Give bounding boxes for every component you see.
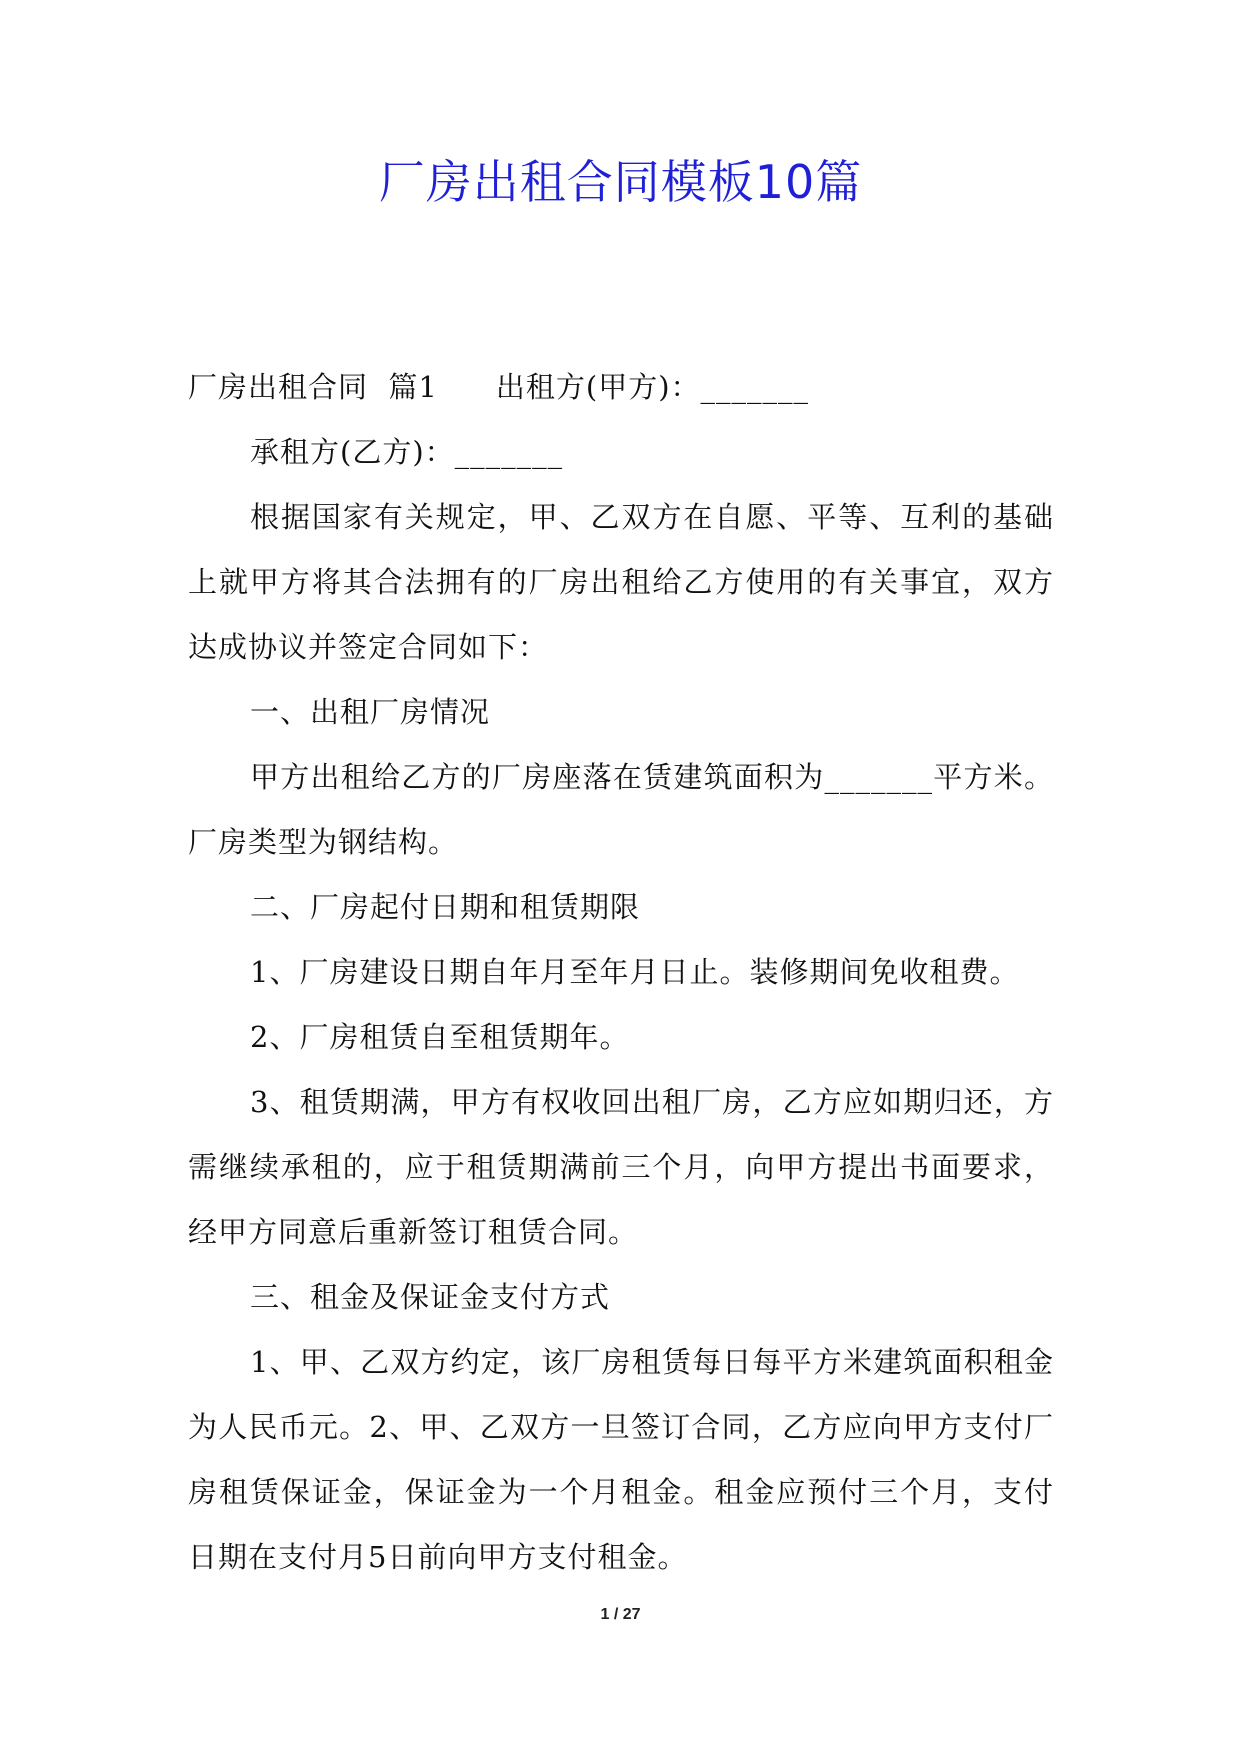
page-number: 1 / 27 [600,1606,641,1623]
paragraph-rent: 1、甲、乙双方约定，该厂房租赁每日每平方米建筑面积租金为人民币元。2、甲、乙双方一旦签订合同，乙方应向甲方支付厂房租赁保证金，保证金为一个月租金。租金应预付三个月，支付日期在支付月5日前向甲方支付租金。 [188,1345,1054,1574]
paragraph-premises: 甲方出租给乙方的厂房座落在赁建筑面积为_______平方米。厂房类型为钢结构。 [188,760,1054,859]
section-heading-2: 二、厂房起付日期和租赁期限 [250,890,641,924]
section-heading-3: 三、租金及保证金支付方式 [250,1280,611,1314]
paragraph-term-1: 1、厂房建设日期自年月至年月日止。装修期间免收租费。 [250,955,1020,989]
paragraph-term-2: 2、厂房租赁自至租赁期年。 [250,1020,630,1054]
lessee-field: 承租方(乙方)：_______ [250,435,564,469]
lessor-field: 出租方(甲方)：_______ [495,370,810,404]
contract-heading-line [188,355,1054,420]
document-body [188,355,1054,1590]
section-heading-1: 一、出租厂房情况 [250,695,491,729]
paragraph-intro: 根据国家有关规定，甲、乙双方在自愿、平等、互利的基础上就甲方将其合法拥有的厂房出租给乙方使用的有关事宜，双方达成协议并签定合同如下： [188,500,1054,664]
contract-heading: 厂房出租合同 篇1 [188,370,438,404]
paragraph-term-3: 3、租赁期满，甲方有权收回出租厂房，乙方应如期归还，方需继续承租的，应于租赁期满前三个月，向甲方提出书面要求，经甲方同意后重新签订租赁合同。 [188,1085,1054,1249]
document-title: 厂房出租合同模板10篇 [378,155,863,209]
